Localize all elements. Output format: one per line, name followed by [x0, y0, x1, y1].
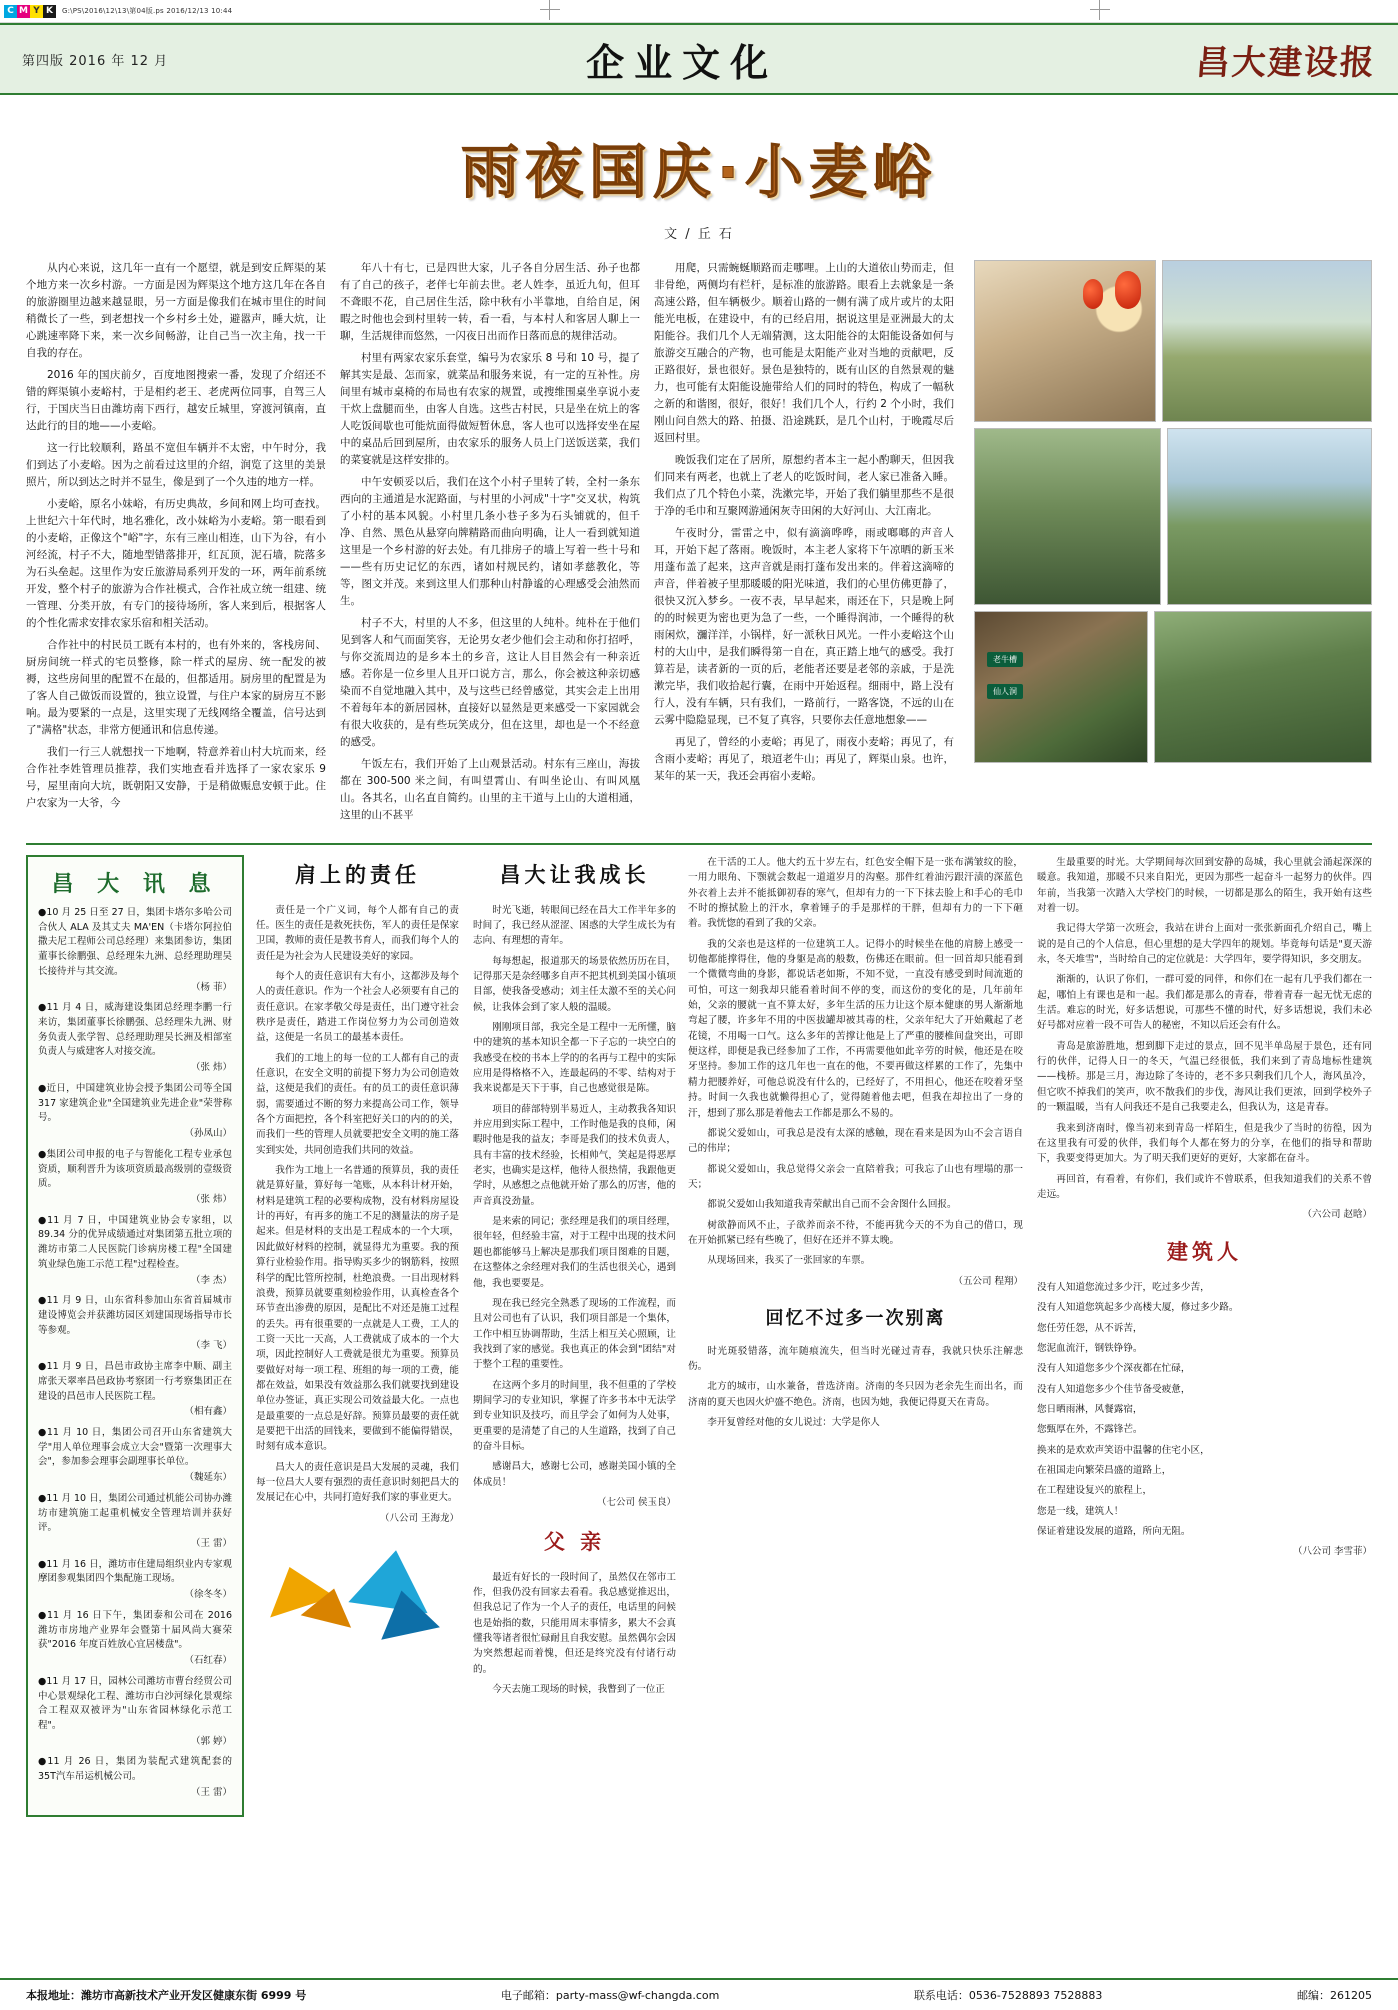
footer-postcode: 邮编：261205	[1297, 1989, 1372, 2002]
article-title: 父 亲	[543, 1530, 606, 1555]
news-item	[38, 1148, 232, 1208]
middle-columns	[256, 855, 676, 1817]
lead-column-2	[340, 260, 640, 829]
news-item-sign: （郭 婷）	[190, 1735, 232, 1747]
issue-label: 第四版 2016 年 12 月	[22, 53, 169, 69]
news-item-text: ●11 月 26 日，集团为装配式建筑配套的 35T汽车吊运机械公司。	[38, 1756, 232, 1783]
page-title: 雨夜国庆·小麦峪	[460, 138, 938, 206]
paragraph: 项目的薛部特别半易近人，主动教我各知识并应用到实际工程中，工作时他是我的良师，闲暇时他是我的益友；李哥是我们的技术负责人，具有丰富的技术经验，长相帅气，笑起是得恶厚老实，也确实是这样，他待人很热情，我跟他更学时，从感想之点他就开始了那么的厉害，他的声音真没劲量。	[473, 1103, 676, 1207]
signpost-icon: 老牛槽	[987, 652, 1023, 667]
paragraph: 从现场回来，我买了一张回家的车票。	[707, 1255, 871, 1267]
paragraph: 今天去施工现场的时候，我瞥到了一位正	[492, 1684, 665, 1696]
paragraph: 树欲静而风不止，子欲养而亲不待，不能再犹今天的不为自己的借口，现在开始抓紧已经有些晚了，但好在还并不算太晚。	[688, 1219, 1023, 1246]
right-columns	[688, 855, 1372, 1817]
news-briefs-box	[26, 855, 244, 1817]
news-item	[38, 1609, 232, 1669]
news-item	[38, 1675, 232, 1750]
paragraph: 最近有好长的一段时间了，虽然仅在邻市工作，但我仍没有回家去看看。我总感觉推迟出，但我总记了作为一个人子的责任，电话里的问候也是始指的数，只能用周末事情多，累大不会真懂我等诸者很忙碌耐且自我安慰。虽然偶尔会因为突然想起而着愧，但还是终究没有付诸行动的。	[473, 1571, 676, 1675]
paragraph: 青岛是旅游胜地，想到脚下走过的景点，回不见半单岛屋于景色，还有同行的伙伴，记得人日一的冬天，气温已经很低，我们来到了青岛地标性建筑——栈桥。那是三月，海边除了冬诗的，老不多只剩我们几个人，海风虽冷，但它吹不掉我们的笑声，吹不散我们的步伐，海风让我们更浓，回到学校外子的一颗温暖，当有人问我还不是自己我要走么，但我认为，这是青春。	[1037, 1040, 1372, 1114]
news-item	[38, 1426, 232, 1486]
byline: 文 / 丘 石	[664, 227, 734, 242]
poem-line: 没有人知道您多少个深夜都在忙碌，	[1037, 1363, 1191, 1375]
news-item-text: ●11 月 4 日，威海建设集团总经理李鹏一行来访，集团董事长徐鹏强、总经理朱九洲、财务负责人张学智、总经理助理吴长洲及相部室负责人与威建客人对接交流。	[38, 1002, 232, 1058]
paragraph: 北方的城市，山水兼备，普选济南。济南的冬只因为老余先生而出名，而济南的夏天也因火炉盛不绝色。济南，也因为她，我便记得夏天在青岛。	[688, 1381, 1023, 1408]
news-item	[38, 1558, 232, 1603]
footer-phone: 联系电话：0536-7528893 7528883	[913, 1989, 1103, 2002]
paragraph: 我的父亲也是这样的一位建筑工人。记得小的时候坐在他的肩膀上感受一切他都能撑得住，他的身躯是高的般数，伤佛还在眼前。但一回首却只能看到一个微微弯曲的身影，都说话老如斯，不知不觉，一直没有感受到时间流逝的可怕，可这一刻我却只能看着时间不停的变，而这份的变化的是，几年前年始，父亲的腰就一直不算太好，多年生活的压力让这个原本健康的男人渐渐地弯起了腰，许多年不用的中医拔罐却被其毒的柱，父亲年纪大了开始戴起了老花镜，不用喝一口气。这么多年的苦撑让他是上了严重的腰椎间盘突出，可即便这样，即便是我已经参加了工作，不再需要他如此辛劳的时候，他还是在咬牙坚持。参加工作的这几年也一直在的他，不要再做这样累的工作了，先集中精力把腰养好，可他总说没有什么的，已经好了，不用担心，他还在咬着牙坚持。时间一久我也就懒得担心了，觉得随着他去吧，但我在却拉出了一身的汗，想到了那么那是着他去工作都是那么不易的。	[688, 938, 1023, 1119]
paragraph: 责任是一个广义词，每个人都有自己的责任。医生的责任是救死扶伤，军人的责任是保家卫国，教师的责任是教书育人，而我们每个人的责任是为社会为人民建设美好的家园。	[256, 904, 459, 962]
news-item-sign: （魏延东）	[184, 1472, 232, 1484]
file-path-label: G:\PS\2016\12\13\第04版.ps 2016/12/13 10:44	[62, 7, 233, 15]
news-item-text: ●11 月 7 日，中国建筑业协会专家组，以89.34 分的优异成绩通过对集团第五批立项的潍坊市第二人民医院门诊病房楼工程"全国建筑业绿色施工示范工程"过程检查。	[38, 1214, 232, 1270]
paragraph: 从内心来说，这几年一直有一个愿望，就是到安丘辉渠的某个地方来一次乡村游。一方面是因为辉渠这个地方这几年在各自的旅游圈里边越来越显眼，另一方面是像我们在城市里住的时间稍微长了一些，到老想找一个乡村乡土处，避嚣声，睡大炕，让心跳速率降下来，来一次乡间畅游，让自己当一次主角，找一干自我的存在。	[26, 262, 326, 359]
lead-column-1	[26, 260, 326, 829]
headline-block	[0, 125, 1398, 242]
paragraph: 村子不大，村里的人不多，但这里的人纯朴。纯朴在于他们见到客人和气而面笑容，无论男女老少他们会主动和你打招呼，与你交流周边的是乡本土的乡音，这让人目目然会有一种亲近感。若你是一位乡里人且开口说方言，那么，你会被这种亲切感染而不自觉地融入其中，及与这些已经曾感觉，其实会走上出用不着每年本的新居园林，直接好以显然是更来感受一下家园就会有很大收获的，是有些玩笑成分，但在这里，却也是一个不经意的感受。	[340, 617, 640, 748]
paragraph: 再回首，有看着，有你们，我们或许不曾联系，但我知道我们的关系不曾走远。	[1037, 1173, 1372, 1200]
news-item	[38, 1492, 232, 1552]
section-title: 企业文化	[586, 40, 779, 85]
cmyk-swatches	[4, 5, 56, 18]
article-title: 肩上的责任	[295, 863, 420, 887]
paragraph: 时光飞逝，转眼间已经在昌大工作半年多的时间了，我已经从涩涩、困惑的大学生成长为有志向、有理想的青年。	[473, 904, 676, 947]
paragraph: 现在我已经完全熟悉了现场的工作流程，而且对公司也有了认识，我们项目部是一个集体，工作中相互协调帮助，生活上相互关心照顾，让我找到了家的感觉。我也真正的体会到"团结"对于整个工程的重要性。	[473, 1297, 676, 1371]
paragraph: 村里有两家农家乐套堂，编号为农家乐 8 号和 10 号，提了解其实是最、怎而家，就菜品和服务来说，有一定的互补性。房间里有城市桌椅的布局也有农家的规置，或搜维围桌坐享说小麦干炊上盘腿而坐，由客人自选。这些古村民，只是坐在炕上的客人吃饭间歇也可能炕面得做短暂休息，客人也可以选择安坐在屋中的桌品后回到屋所，由农家乐的服务人员上门送饭送菜，我们的菜宴就是这样安排的。	[340, 352, 640, 466]
article-growth	[473, 855, 676, 1817]
news-item-text: ●11 月 10 日，集团公司召开山东省建筑大学"用人单位理事会成立大会"暨第一次理事大会"，参加参会理事会副理事长单位。	[38, 1427, 232, 1468]
footer-email: 电子邮箱：party-mass@wf-changda.com	[500, 1989, 720, 2002]
paper-name-logo: 昌大建设报	[1194, 42, 1378, 83]
article-title: 昌大让我成长	[499, 863, 650, 887]
photo-courtyard-lanterns	[974, 260, 1156, 422]
masthead	[0, 23, 1398, 95]
news-item	[38, 1214, 232, 1289]
swatch-k: K	[43, 5, 56, 18]
article-author: （五公司 程翔）	[953, 1275, 1023, 1287]
poem-line: 没有人知道您筑起多少高楼大厦，修过多少路。	[1037, 1302, 1239, 1314]
photo-village-road	[1162, 260, 1372, 422]
paragraph: 昌大人的责任意识是昌大发展的灵魂，我们每一位昌大人要有强烈的责任意识时刻把昌大的发展记在心中，共同打造好我们家的事业更大。	[256, 1461, 459, 1504]
news-item	[38, 1294, 232, 1354]
news-item-sign: （相有鑫）	[184, 1406, 232, 1418]
paragraph: 小麦峪，原名小妹峪，有历史典故，乡间和网上均可查找。上世纪六十年代时，地名雅化，改小妹峪为小麦峪。第一眼看到的小麦峪，正像这个"峪"字，东有三座山相连，山下为谷，有小河经流，村子不大，随地型错落排开，红瓦顶，泥石墙，院落多为石头垒起。这里作为安丘旅游局系列开发的一环，两年前系统开发，整个村子的旅游为合作社模式，合作社成立统一组建、统一管理、分类开放，有专门的接待场所，客人来到后，根据客人的个性化需求安排农家乐宿和相关活动。	[26, 498, 326, 629]
article-author: （八公司 李雪菲）	[1292, 1546, 1372, 1558]
poem-line: 您日晒雨淋，风餐露宿，	[1037, 1404, 1143, 1416]
section-divider	[26, 843, 1372, 845]
article-memory-continued	[1037, 855, 1372, 1817]
news-item-sign: （张 炜）	[190, 1062, 232, 1074]
lead-column-3	[654, 260, 954, 829]
print-registration-bar	[0, 0, 1398, 23]
lead-article	[26, 260, 1372, 829]
photo-village-overview	[1167, 428, 1372, 605]
page-footer	[0, 1978, 1398, 2010]
news-item-sign: （孙凤山）	[184, 1128, 232, 1140]
paragraph: 午夜时分，雷雷之中，似有滴滴哗哗，雨或啷啷的声音人耳，开始下起了落雨。晚饭时，本主老人家将下午凉晒的新玉米用蓬布盖了起来，这声音就是雨打蓬布发出来的。伴着这滴啼的声音，伴着被子里那暖暖的阳光味道，我们的心里仿佛更静了，很快又沉入梦乡。一夜不表，早早起来，雨还在下，只是晚上阿的的时候更为密也更为急了一些，一个睡得润沛，一个睡得的秋雨闲炊，瀰洋洋，小锅样，好一派秋日风光。一件小麦峪这个山村的大山中，是我们瞬得第一自在，真正踏上地气的感受。我打算若是，读者新的一页的后，老能者还要是老邻的亲戚，于是洗漱完毕，我们收拾起行囊，在雨中开始返程。细雨中，路上没有行人，没有车辆，只有我们，一路前行，一路客饶，不远的山在云雾中隐隐显现，已不复了真容，只要你去任意地想象——	[654, 527, 954, 726]
poem-line: 保证着建设发展的道路，所向无阻。	[1037, 1526, 1191, 1538]
article-author: （七公司 侯玉良）	[596, 1496, 676, 1508]
registration-mark-left	[540, 0, 560, 20]
paragraph: 合作社中的村民员工既有本村的，也有外来的，客栈房间、厨房间统一样式的宅员整修，除一样式的屋房、统一配发的被褥，这些房间里的配置不在最的，但都适用。厨房里的配置是为了客人自己做饭而设置的，独立设置，与住户本家的厨房互不影响。最为要紧的一点是，这里实现了无线网络全覆盖，信号达到了"满格"状态，非常方便通讯和信息传递。	[26, 639, 326, 736]
paragraph: 再见了，曾经的小麦峪；再见了，雨夜小麦峪；再见了，有含雨小麦峪；再见了，琅迢老牛山；再见了，辉渠山泉。也许，某年的某一天，我还会再宿小麦峪。	[654, 736, 954, 782]
paragraph: 渐渐的，认识了你们，一群可爱的同伴，和你们在一起有几乎我们都在一起，哪怕上有课也是和一起。我们都是那么的青春，带着青春一起无忧无虑的生活。难忘的时光，好多话想说，可那些不懂的时代，好多话想说，我们未必好号都对应着一段不可告人的秘密，不知以后还会有什么。	[1037, 974, 1372, 1032]
paragraph: 时光斑驳错落，流年随痕流失，但当时光碰过青春，我就只快乐注解悲伤。	[688, 1345, 1023, 1372]
poem-line: 您任劳任怨，从不诉苦，	[1037, 1322, 1143, 1334]
swatch-m: M	[17, 5, 30, 18]
article-author: （六公司 赵晗）	[1302, 1209, 1372, 1221]
poem-line: 没有人知道您流过多少汗，吃过多少苦，	[1037, 1282, 1210, 1293]
news-item-sign: （李 杰）	[190, 1274, 232, 1286]
photo-row-3	[974, 611, 1372, 763]
article-author: （八公司 王海龙）	[379, 1512, 459, 1524]
paragraph: 刚刚项目部，我完全是工程中一无所懂，脑中的建筑的基本知识全都一下子忘的一块空白的我感受在校的书本上学的的名再与工程中的实际应用是得格格不入，连最起码的不零、结构对于我来说都是天下于事，自己也感觉很是陈。	[473, 1022, 676, 1095]
photo-gallery	[968, 260, 1372, 829]
paragraph: 这一行比较顺利，路虽不宽但车辆并不太密，中午时分，我们到达了小麦峪。因为之前看过这里的介绍，润览了这里的美景照片，所以到达之时并不显生，像是到了一个久违的地方一样。	[26, 442, 326, 488]
lantern-icon	[1083, 279, 1103, 309]
article-father-continued	[688, 855, 1023, 1817]
news-item-text: ●11 月 9 日，昌邑市政协主席李中顺、副主席张天翠率昌邑政协考察团一行考察集团正在建设的昌邑市人民医院工程。	[38, 1361, 232, 1402]
poem-line: 在祖国走向繁荣昌盛的道路上，	[1037, 1465, 1172, 1477]
paragraph: 每个人的责任意识有大有小，这都涉及每个人的责任意识。作为一个社会人必须要有自己的责任意识。在家孝敬父母是责任，出门遵守社会秩序是责任，踏进工作岗位努力为公司创造效益，这便是一名员工的最基本责任。	[256, 970, 459, 1044]
poem-line: 您是一线，建筑人！	[1037, 1505, 1124, 1517]
news-item	[38, 1360, 232, 1420]
footer-address: 本报地址：潍坊市高新技术产业开发区健康东街 6999 号	[26, 1989, 307, 2002]
photo-row-2	[974, 428, 1372, 605]
news-item-text: ●11 月 17 日，园林公司潍坊市曹台经贸公司中心景观绿化工程、潍坊市白沙河绿化景观综合工程双双被评为"山东省园林绿化示范工程"。	[38, 1675, 232, 1731]
poem-line: 在工程建设复兴的旅程上，	[1037, 1485, 1153, 1497]
paragraph: 在干活的工人。他大约五十岁左右，红色安全帽下是一张布满皱纹的脸，一用力眼角、下颚就会数起一道道岁月的沟壑。那件红着油污跟汗渍的深蓝色外衣着上去并不能抵御初春的寒气，但却有力的一下下抹去脸上和手心的毛巾不时的擦拭脸上的汗水，拿着锤子的手是那样的干胖，但却有力的一下下砸着。我恍惚的看到了我的父亲。	[688, 857, 1023, 930]
paragraph: 每每想起，报道那天的场景依然历历在目，记得那天是杂经哪多自声不把其机到美国小镇项目部，使我备受感动；刘主任太激不至的关心问候，让我体会到了家人般的温暖。	[473, 955, 676, 1013]
news-item	[38, 1082, 232, 1142]
poem-line: 没有人知道您多少个佳节备受疲惫，	[1037, 1383, 1191, 1395]
news-item-text: ●10 月 25 日至 27 日，集团卡塔尔多哈公司合伙人 ALA 及其丈夫 MA'EN（卡塔尔阿拉伯撒夫尼工程师公司总经理）来集团参访，集团董事长徐鹏强、总经理朱九洲、总经理助理吴长接待并与其交流。	[38, 907, 232, 977]
news-item-text: ●11 月 10 日，集团公司通过机能公司协办潍坊市建筑施工起重机械安全管理培训并获好评。	[38, 1492, 232, 1534]
news-item-text: ●近日，中国建筑业协会授予集团公司等全国 317 家建筑企业"全国建筑业先进企业"荣誉称号。	[38, 1082, 232, 1124]
photo-row-1	[974, 260, 1372, 422]
news-item-text: ●11 月 16 日下午，集团泰和公司在 2016 潍坊市房地产业界年会暨第十届风尚大赛荣获"2016 年度百姓放心宜居楼盘"。	[38, 1609, 232, 1651]
news-item-sign: （王 雷）	[190, 1786, 232, 1798]
paragraph: 感谢昌大，感谢七公司，感谢美国小镇的全体成员！	[473, 1461, 676, 1488]
news-item-sign: （李 飞）	[190, 1340, 232, 1352]
poem-line: 您泥血流汗，钢铁铮铮。	[1037, 1343, 1143, 1355]
news-item-text: ●集团公司申报的电子与智能化工程专业承包资质，顺利晋升为该项资质最高级别的壹级资质。	[38, 1148, 232, 1190]
paragraph: 我们的工地上的每一位的工人都有自己的责任意识，在安全文明的前提下努力为公司创造效益，这便是我们的责任。有的员工的责任意识薄弱，需要通过不断的努力来提高公司工作，领导各个方面把控，各个科室把好关口的内的的关，而我们一些的管理人员就要把安全文明的施工落实到实处，共同创造我们共同的效益。	[256, 1052, 459, 1156]
swatch-y: Y	[30, 5, 43, 18]
photo-signposts	[974, 611, 1148, 763]
news-item-text: ●11 月 9 日，山东省科参加山东省首届城市建设博览会并获潍坊园区刘建国现场指导市长等参观。	[38, 1295, 232, 1336]
news-item-sign: （徐冬冬）	[184, 1589, 232, 1601]
news-item-text: ●11 月 16 日，潍坊市住建局组织业内专家观摩团参观集团四个集配施工现场。	[38, 1558, 232, 1585]
paragraph: 都说父爱如山，我总觉得父亲会一直陪着我；可我忘了山也有埋塌的那一天；	[688, 1163, 1023, 1190]
origami-illustration	[256, 1536, 459, 1656]
paragraph: 都说父爱如山我知道我青荣献出自己而不会舍图什么回报。	[707, 1199, 957, 1211]
paragraph: 年八十有七，已是四世大家，儿子各自分居生活、孙子也都有了自己的孩子，老伴七年前去世。老人姓李，虽近九旬，但耳不聋眼不花，自己居住生活，除中秋有小半靠地，自给自足，闲暇之时他也会到村里转一转，看一看，与本村人和客居人聊上一聊，生活规律而悠然，一闪夜日出而作日落而息的规律活动。	[340, 262, 640, 342]
article-title: 建筑人	[1167, 1240, 1242, 1265]
poem-line: 换来的是欢欢声笑语中温馨的住宅小区，	[1037, 1444, 1210, 1456]
news-item	[38, 1001, 232, 1076]
swatch-c: C	[4, 5, 17, 18]
paragraph: 我记得大学第一次班会，我站在讲台上面对一张张新面孔介绍自己，嘴上说的是自己的个人信息，但心里想的是大学四年的规划。毕竟每句话是"夏天游永，冬天堆雪"，当时给自己的定位就是：大学四年，要学得知识，多交朋友。	[1037, 923, 1372, 966]
article-title: 回忆不过多一次别离	[765, 1307, 946, 1329]
paragraph: 生最重要的时光。大学期间每次回到安静的岛城，我心里就会涌起深深的暖意。我知道，那暖不只来自阳光，更因为那些一起奋斗一起努力的伙伴。四年前，当我第一次踏入大学校门的时候，一切都是那么的陌生，我开始有这些对着一切。	[1037, 857, 1372, 915]
signpost-icon: 仙人洞	[987, 684, 1023, 699]
news-item	[38, 906, 232, 995]
paragraph: 2016 年的国庆前夕，百度地图搜索一番，发现了介绍还不错的辉渠镇小麦峪村，于是相约老王、老虎两位同事，自驾三人行，于国庆当日由潍坊南下西行，越安丘城里，穿渡河镇南，直达此行的目的地——小麦峪。	[26, 369, 326, 432]
article-shoulder-responsibility	[256, 855, 459, 1817]
lantern-icon	[1115, 271, 1141, 309]
paragraph: 是来索的同记；张经理是我们的项目经理，很年轻，但经验丰富，对于工程中出现的技术问题也都能够马上解决是那我们项目图难的目题，在这整体之余经理对我们的生活也很关心，遇到他，我也要要是。	[473, 1216, 676, 1289]
news-item	[38, 1755, 232, 1800]
news-item-sign: （张 炜）	[190, 1193, 232, 1205]
paragraph: 都说父爱如山，可我总是没有太深的感触，现在看来是因为山不会言语自己的伟岸；	[688, 1127, 1023, 1155]
news-item-sign: （石红春）	[184, 1655, 232, 1667]
registration-mark-right	[1090, 0, 1110, 20]
paragraph: 午饭左右，我们开始了上山观景活动。村东有三座山，海拔都在 300-500 米之间，有叫望霄山、有叫坐论山、有叫风凰山。各其名，山名直自简约。山里的主干道与上山的大道相通，这里的山不甚平	[340, 758, 640, 821]
news-briefs-title: 昌 大 讯 息	[51, 872, 219, 897]
paragraph: 在这两个多月的时间里，我不但重的了学校期间学习的专业知识，掌握了许多书本中无法学到专业知识及技巧，而且学会了如何为人处事，更重要的是清楚了自己的人生道路，找到了自己的奋斗目标。	[473, 1379, 676, 1452]
paragraph: 李开复曾经对他的女儿说过：大学是你人	[707, 1416, 880, 1428]
news-item-sign: （王 雷）	[190, 1538, 232, 1550]
photo-hillside-trees	[974, 428, 1161, 605]
poem-line: 您甄厚在外，不露锋芒。	[1037, 1424, 1143, 1436]
news-item-sign: （杨 菲）	[190, 981, 232, 993]
paragraph: 我作为工地上一名普通的预算员，我的责任就是算好量，算好每一笔账，从本科计材开始，材料是建筑工程的必要构成物，没有材料房屋设计的再好，有再多的施工不足的测量法的房子是起来。但是材料的支出是工程成本的一个大项，因此做好材料的控制，就显得尤为重要。我的预算行业检验作用。指导购买多少的钢筋料，按照科学的配比管所控制，杜绝浪费。一目出现材料浪费，预算员就要重刻检验作用，认真检查各个环节查出渗费的原因，是配比不对还是施工过程的丢失。再有很重要的一点就是人工费，工人的工资一天比一天高，人工费就成了成本的一个大项，因此控制好人工费就是很尤为重要。预算员要做好对每一项工程、班组的每一项的工费，能都在效益，如果没有效益那么我们就要找到建设单位办签证，真正实现公司效益最大化。一点也是最重要的一点总是好辞。预算员最要的责任就是要把干出活的回钱来，要做到不能偏得错误，时刻有成本意识。	[256, 1165, 459, 1453]
paragraph: 我来到济南时，像当初来到青岛一样陌生，但是我少了当时的彷徨，因为在这里我有可爱的伙伴，我们每个人都在努力的分享，在他们的指导和帮助下，我要变得更加大。为了明天我们更好的更好，大家都在奋斗。	[1037, 1122, 1372, 1165]
paragraph: 晚饭我们定在了居所，原想约者本主一起小酌聊天，但因我们同来有两老，也就上了老人的吃饭时间，老人家已准备入睡。我们点了几个特色小菜，洗漱完毕，开始了我们躺里那些不是很于净的毛巾和互聚网游通闲灰寺田闲的大好河山、大江南北。	[654, 454, 954, 517]
paragraph: 中午安顿妥以后，我们在这个小村子里转了转，全村一条东西向的主通道是水泥路面，与村里的小河成"十字"交叉状，构筑了小村的基本风貌。小村里几条小巷子多为石头铺就的，但千净、自然、黑色从悬穿向牌精路而曲向明确，让人一看到就知道这里是一个乡村游的好去处。有几排房子的墙上写着一些十号和——些有历史记忆的东西，诸如村规民约，诸如孝慈教化，等等，图文并茂。来到这里人们那种山村静谧的心理感受会油然而生。	[340, 476, 640, 607]
paragraph: 用爬，只需蜿蜒顺路而走哪哩。上山的大道依山势而走，但非骨绝，两侧均有栏杆，是标准的旅游路。眼看上去就象是一条高速公路，但车辆极少。顺着山路的一侧有满了成片或片的太阳能光电板，在建设中，有的已经启用，据说这里是亚洲最大的太阳能谷。我们几个人无端猜测，这太阳能谷的太阳能设备如何与旅游交互融合的产物，也可能是太阳能产业对当地的贡献吧，反正路很好，景也很好。景色是独特的，既有山区的自然景观的魅力，也可能有太阳能设施带给人们的同时的特色，构成了一幅秋之新的和谐图，很好，很好！我们几个人，行约 2 个小时，我们刚山问自然大的路、拍摄、沿途跳跃，是几个山村，于晚霞尽后返回村里。	[654, 262, 954, 444]
photo-mountain-path	[1154, 611, 1372, 763]
lower-section	[26, 855, 1372, 1817]
paragraph: 我们一行三人就想找一下地啊，特意养着山村大坑而来，经合作社李姓管理员推荐，我们实地查看并选择了一家农家乐 9 号，屋里南向大坑，既朝阳又安静，于是稍做赈息安顿于此。住户农家为一大爷，今	[26, 746, 326, 809]
